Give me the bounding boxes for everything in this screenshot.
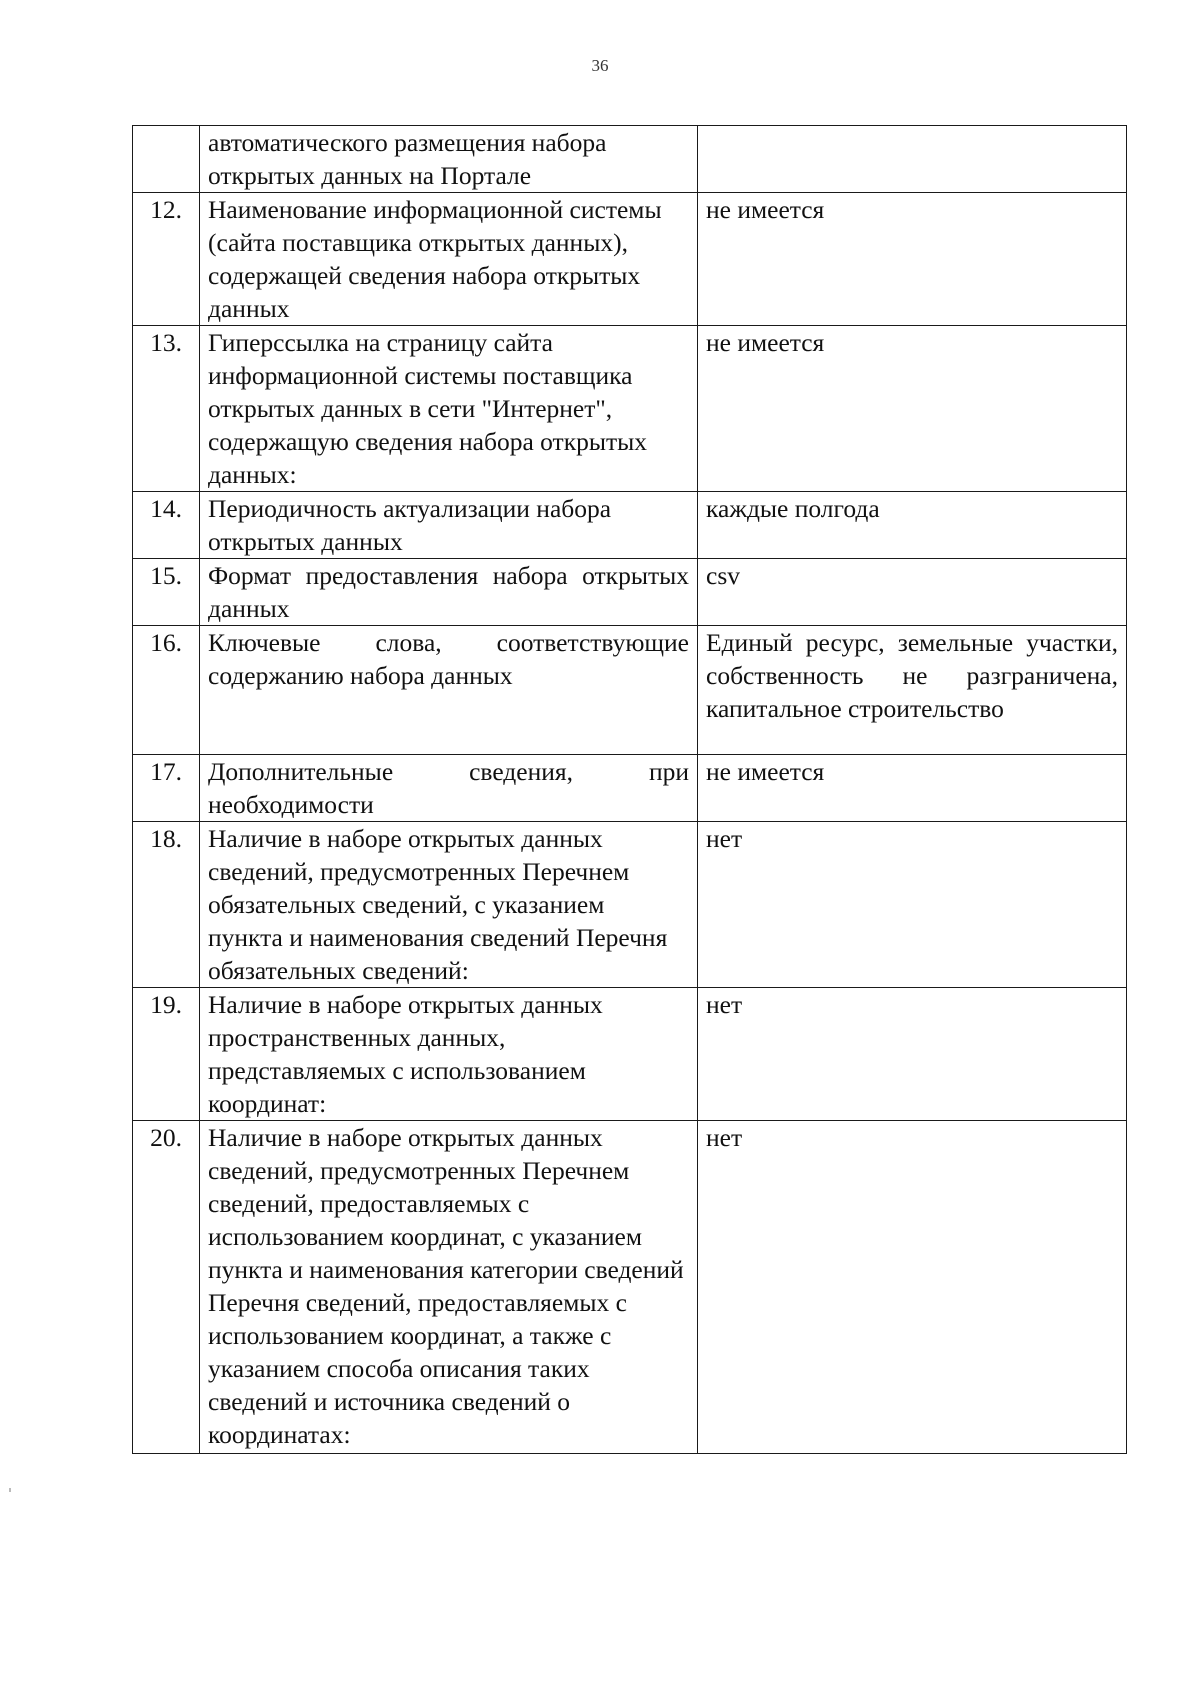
row-number: 18. bbox=[133, 822, 200, 988]
row-value: csv bbox=[698, 559, 1127, 626]
table-row bbox=[133, 822, 1127, 988]
row-value: каждые полгода bbox=[698, 492, 1127, 559]
row-name: Дополнительные сведения, при необходимости bbox=[200, 755, 698, 822]
row-name-text: Наименование информационной системы (сайта поставщика открытых данных), содержащей сведения набора открытых данных bbox=[208, 195, 662, 323]
row-value: Единый ресурс, земельные участки, собственность не разграничена, капитальное строительство bbox=[698, 626, 1127, 755]
row-name-text: Наличие в наборе открытых данных пространственных данных, представляемых с использованием координат: bbox=[208, 990, 603, 1118]
row-name bbox=[200, 193, 698, 326]
row-name: Ключевые слова, соответствующие содержанию набора данных bbox=[200, 626, 698, 755]
row-name bbox=[200, 126, 698, 193]
row-number: 19. bbox=[133, 988, 200, 1121]
row-number: 14. bbox=[133, 492, 200, 559]
row-name-text: Наличие в наборе открытых данных сведений, предусмотренных Перечнем сведений, предоставляемых с использованием координат, с указанием пункта и наименования категории сведений Перечня сведений, предоставляемых с использованием координат, а также с указанием способа описания таких сведений и источника сведений о координатах: bbox=[208, 1123, 684, 1449]
row-name: Формат предоставления набора открытых данных bbox=[200, 559, 698, 626]
row-value: нет bbox=[698, 822, 1127, 988]
row-number: 20. bbox=[133, 1121, 200, 1454]
table-row bbox=[133, 1121, 1127, 1454]
row-number: 16. bbox=[133, 626, 200, 755]
table-row bbox=[133, 755, 1127, 822]
row-number bbox=[133, 126, 200, 193]
row-value: нет bbox=[698, 1121, 1127, 1454]
scan-artifact bbox=[9, 1488, 11, 1492]
row-name bbox=[200, 326, 698, 492]
table-row bbox=[133, 326, 1127, 492]
row-name-text: Периодичность актуализации набора открытых данных bbox=[208, 494, 612, 556]
row-number: 13. bbox=[133, 326, 200, 492]
table-row bbox=[133, 492, 1127, 559]
row-name bbox=[200, 492, 698, 559]
row-value: не имеется bbox=[698, 755, 1127, 822]
row-name-text: автоматического размещения набора открытых данных на Портале bbox=[208, 128, 607, 190]
table-row bbox=[133, 988, 1127, 1121]
row-name-text: Наличие в наборе открытых данных сведений, предусмотренных Перечнем обязательных сведений, с указанием пункта и наименования сведений Перечня обязательных сведений: bbox=[208, 824, 668, 985]
row-name-text: Гиперссылка на страницу сайта информационной системы поставщика открытых данных в сети "Интернет", содержащую сведения набора открытых данных: bbox=[208, 328, 647, 489]
table-row bbox=[133, 193, 1127, 326]
open-data-passport-table bbox=[132, 125, 1127, 1454]
row-number: 17. bbox=[133, 755, 200, 822]
table-row bbox=[133, 626, 1127, 755]
row-value bbox=[698, 126, 1127, 193]
row-value: не имеется bbox=[698, 326, 1127, 492]
row-number: 15. bbox=[133, 559, 200, 626]
row-name bbox=[200, 1121, 698, 1454]
row-value: нет bbox=[698, 988, 1127, 1121]
row-name bbox=[200, 988, 698, 1121]
table-row bbox=[133, 559, 1127, 626]
table-row bbox=[133, 126, 1127, 193]
row-value: не имеется bbox=[698, 193, 1127, 326]
row-number: 12. bbox=[133, 193, 200, 326]
page-number: 36 bbox=[591, 56, 609, 75]
row-name bbox=[200, 822, 698, 988]
